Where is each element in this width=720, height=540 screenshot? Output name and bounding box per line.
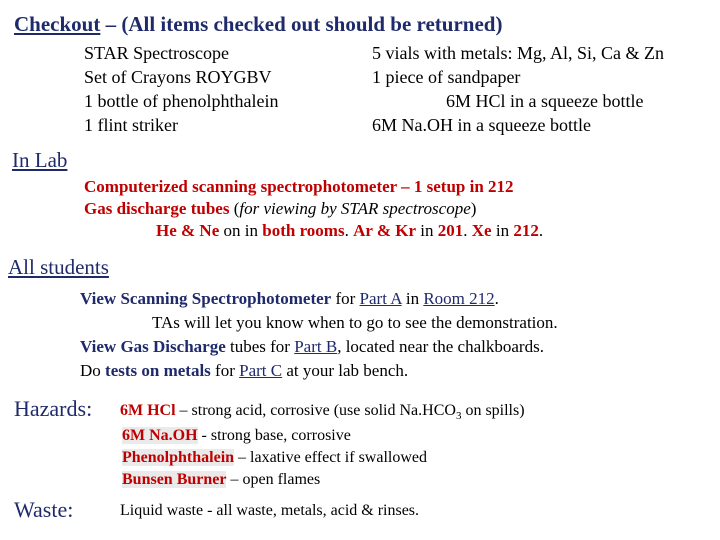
hazard-desc: – laxative effect if swallowed — [234, 449, 427, 467]
all-students-line-4 — [80, 359, 558, 383]
in-lab-heading: In Lab — [12, 148, 68, 172]
in-lab-line-2 — [84, 198, 543, 220]
text-fragment: . — [344, 221, 354, 240]
text-fragment: for — [210, 361, 240, 380]
part-b-link: Part B — [294, 337, 338, 356]
hazard-item — [120, 425, 525, 447]
xe-text: Xe — [471, 221, 492, 240]
text-fragment: tubes for — [225, 337, 295, 356]
view-gas-discharge-text: View Gas Discharge — [80, 337, 226, 356]
tests-on-metals-text: tests on metals — [105, 361, 211, 380]
text-fragment: in — [491, 221, 514, 240]
text-fragment: in — [401, 289, 424, 308]
checkout-item: 5 vials with metals: Mg, Al, Si, Ca & Zn — [372, 43, 664, 63]
text-fragment: ( — [229, 199, 240, 218]
text-fragment: in — [416, 221, 438, 240]
hazard-desc: – open flames — [226, 471, 321, 489]
all-students-block — [80, 287, 558, 383]
hazard-name: Phenolphthalein — [122, 449, 235, 467]
in-lab-line-3 — [84, 220, 543, 242]
checkout-item: 6M Na.OH in a squeeze bottle — [372, 115, 591, 135]
hazard-item — [120, 400, 525, 427]
checkout-right-list — [372, 41, 664, 137]
star-spectroscope-note: for viewing by STAR spectroscope — [239, 199, 471, 218]
view-spectrophotometer-text: View Scanning Spectrophotometer — [80, 289, 332, 308]
checkout-heading-rest: – (All items checked out should be returned) — [100, 12, 503, 36]
all-students-heading: All students — [8, 255, 109, 279]
checkout-left-list — [84, 41, 278, 137]
both-rooms-text: both rooms — [262, 221, 345, 240]
in-lab-line-1: Computerized scanning spectrophotometer – 1 setup in 212 — [84, 177, 514, 196]
in-lab-block — [84, 176, 543, 242]
text-fragment: for — [331, 289, 360, 308]
waste-text: Liquid waste - all waste, metals, acid & rinses. — [120, 502, 420, 519]
hazard-name: Bunsen Burner — [122, 471, 227, 489]
all-students-line-3 — [80, 335, 558, 359]
hazard-item — [120, 447, 525, 469]
hazards-list — [120, 400, 525, 491]
room-212-link: Room 212 — [423, 289, 495, 308]
hazard-desc: on spills) — [461, 402, 525, 419]
checkout-item: 1 piece of sandpaper — [372, 67, 521, 87]
checkout-item: 1 bottle of phenolphthalein — [84, 91, 279, 111]
waste-label: Waste: — [14, 497, 74, 522]
hazard-item — [120, 469, 525, 491]
hazard-name: 6M HCl — [120, 402, 176, 419]
part-a-link: Part A — [359, 289, 402, 308]
text-fragment: ) — [470, 199, 477, 218]
text-fragment: , located near the chalkboards. — [337, 337, 544, 356]
checkout-item: 1 flint striker — [84, 115, 178, 135]
he-ne-text: He & Ne — [156, 221, 220, 240]
part-c-link: Part C — [239, 361, 283, 380]
gas-tubes-text: Gas discharge tubes — [84, 199, 230, 218]
checkout-heading: Checkout — [14, 12, 101, 36]
checkout-title — [14, 12, 502, 37]
hazard-name: 6M Na.OH — [122, 427, 198, 445]
ar-kr-text: Ar & Kr — [353, 221, 417, 240]
room-201-text: 201 — [437, 221, 464, 240]
all-students-line-2: TAs will let you know when to go to see the demonstration. — [152, 313, 558, 332]
hazard-desc: - strong base, corrosive — [197, 427, 351, 445]
room-212-text: 212 — [513, 221, 539, 240]
text-fragment: at your lab bench. — [282, 361, 409, 380]
text-fragment: on in — [219, 221, 263, 240]
checkout-item: 6M HCl in a squeeze bottle — [446, 91, 644, 111]
hazards-label: Hazards: — [14, 396, 93, 421]
text-fragment: . — [494, 289, 499, 308]
all-students-line-1 — [80, 287, 558, 311]
text-fragment: . — [463, 221, 472, 240]
checkout-item: STAR Spectroscope — [84, 43, 230, 63]
hazard-desc: – strong acid, corrosive (use solid Na.HCO — [175, 402, 456, 419]
text-fragment: Do — [80, 361, 106, 380]
checkout-item: Set of Crayons ROYGBV — [84, 67, 272, 87]
text-fragment: . — [538, 221, 544, 240]
subscript: 3 — [455, 410, 462, 423]
